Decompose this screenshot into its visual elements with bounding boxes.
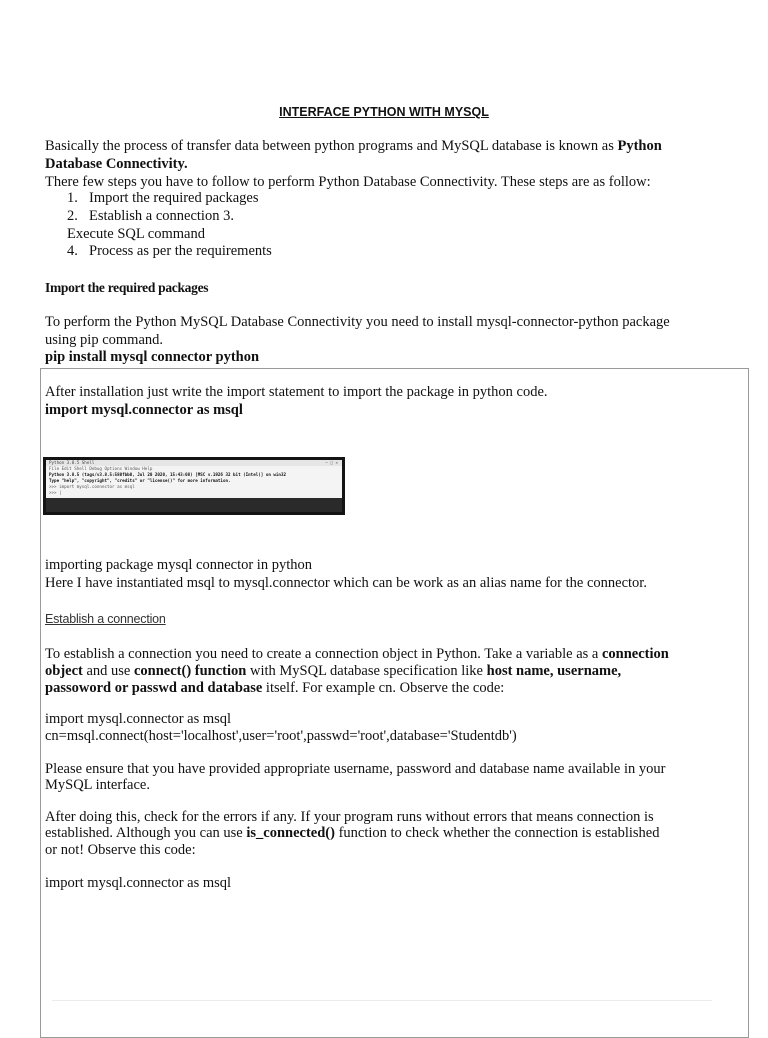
step-item: 1. Import the required packages xyxy=(67,190,259,206)
after-line-2: established. Although you can use is_connected() function to check whether the connection is established xyxy=(45,825,660,841)
alias-note: Here I have instantiated msql to mysql.connector which can be work as an alias name for the connector. xyxy=(45,575,647,591)
console-caption: importing package mysql connector in python xyxy=(45,557,312,573)
establish-line-1: To establish a connection you need to create a connection object in Python. Take a variable as a connection xyxy=(45,646,669,662)
intro-bold-1: Python xyxy=(617,138,662,154)
ensure-line-2: MySQL interface. xyxy=(45,777,150,793)
import-statement: import mysql.connector as msql xyxy=(45,402,243,418)
section-heading-establish: Establish a connection xyxy=(45,612,166,626)
intro-text-1: Basically the process of transfer data between python programs and MySQL database is known as xyxy=(45,138,614,154)
shell-title-bar xyxy=(46,460,342,466)
ensure-line-1: Please ensure that you have provided appropriate username, password and database name available in your xyxy=(45,761,666,777)
intro-line-1 xyxy=(45,138,662,155)
code-line: import mysql.connector as msql xyxy=(45,711,232,727)
window-controls-icon: – □ ✕ xyxy=(325,460,338,465)
establish-line-2: object and use connect() function with MySQL database specification like host name, username, xyxy=(45,663,622,679)
section-heading-import: Import the required packages xyxy=(45,280,209,295)
shell-line: Python 3.8.5 (tags/v3.8.5:580fbb0, Jul 20 2020, 15:43:08) [MSC v.1926 32 bit (Intel)] on win32 xyxy=(49,472,286,477)
code-line: import mysql.connector as msql xyxy=(45,875,232,891)
code-line: cn=msql.connect(host='localhost',user='root',passwd='root',database='Studentdb') xyxy=(45,728,517,744)
shell-prompt: >>> | xyxy=(49,490,62,495)
shell-line: Type "help", "copyright", "credits" or "license()" for more information. xyxy=(49,478,231,483)
shell-dark-border xyxy=(46,498,342,512)
step-item: 2. Establish a connection 3. xyxy=(67,208,234,224)
intro-line-3: There few steps you have to follow to perform Python Database Connectivity. These steps are as follow: xyxy=(45,174,651,190)
intro-line-2: Database Connectivity. xyxy=(45,156,188,172)
after-install-text: After installation just write the import statement to import the package in python code. xyxy=(45,384,548,400)
pip-paragraph-line-2: using pip command. xyxy=(45,332,164,348)
step-item: Execute SQL command xyxy=(67,226,205,242)
shell-menu-bar: File Edit Shell Debug Options Window Help xyxy=(49,466,153,471)
shell-title: Python 3.8.5 Shell xyxy=(49,460,95,465)
python-shell-window xyxy=(46,460,342,512)
step-item: 4. Process as per the requirements xyxy=(67,243,272,259)
python-shell-screenshot xyxy=(43,457,345,515)
establish-line-3: passoword or passwd and database itself. For example cn. Observe the code: xyxy=(45,680,505,696)
pip-paragraph-line-1: To perform the Python MySQL Database Connectivity you need to install mysql-connector-python package xyxy=(45,314,670,330)
shell-line: >>> import mysql.connector as msql xyxy=(49,484,135,489)
after-line-1: After doing this, check for the errors if any. If your program runs without errors that means connection is xyxy=(45,809,654,825)
pip-command: pip install mysql connector python xyxy=(45,349,260,365)
document-title: INTERFACE PYTHON WITH MYSQL xyxy=(279,105,489,119)
faint-divider xyxy=(52,1000,712,1001)
after-line-3: or not! Observe this code: xyxy=(45,842,196,858)
